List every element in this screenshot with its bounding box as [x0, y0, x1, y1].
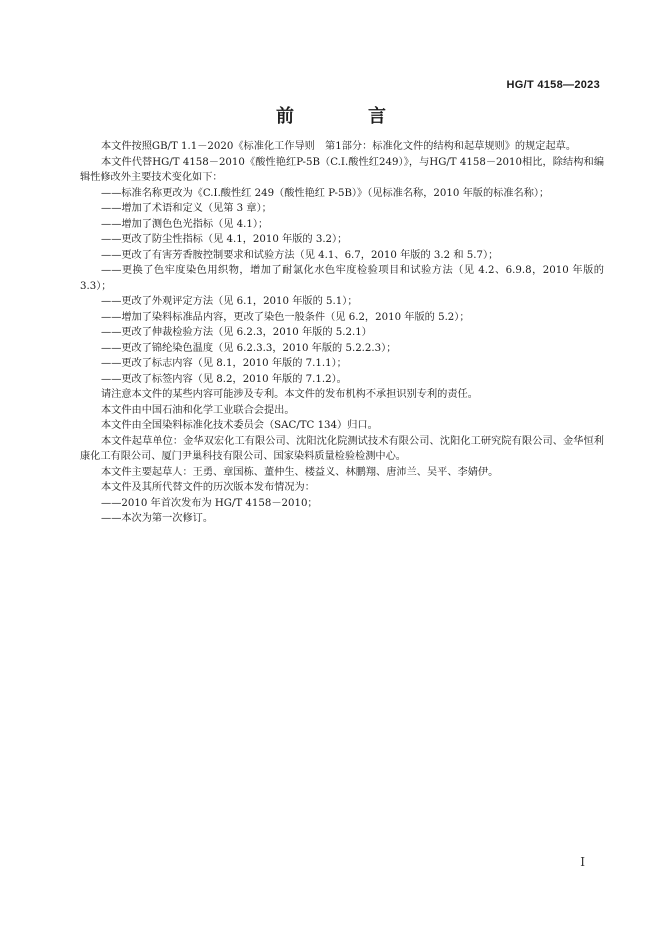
paragraph-version-history: 本文件及其所代替文件的历次版本发布情况为： — [101, 482, 315, 493]
paragraph-patent-notice: 请注意本文件的某些内容可能涉及专利。本文件的发布机构不承担识别专利的责任。 — [101, 389, 478, 400]
change-item: ——更改了标志内容（见 8.1，2010 年版的 7.1.1）； — [101, 358, 347, 369]
history-item: ——2010 年首次发布为 HG/T 4158－2010； — [101, 497, 318, 509]
paragraph-drafters: 本文件主要起草人：王勇、章国栋、董仲生、楼益义、林鹏翔、唐沛兰、吴平、李婧伊。 — [101, 466, 499, 478]
change-item: ——增加了术语和定义（见第 3 章）； — [101, 203, 272, 214]
foreword-body — [80, 139, 604, 527]
change-item: ——更改了标签内容（见 8.2，2010 年版的 7.1.2）。 — [101, 373, 347, 385]
change-item: ——更改了外观评定方法（见 6.1，2010 年版的 5.1）； — [101, 296, 358, 307]
paragraph-committee: 本文件由全国染料标准化技术委员会（SAC/TC 134）归口。 — [101, 420, 378, 431]
paragraph-drafting-basis: 本文件按照GB/T 1.1－2020《标准化工作导则 第1部分：标准化文件的结构和起草规则》的规定起草。 — [101, 141, 577, 152]
change-item: ——更换了色牢度染色用织物，增加了耐氯化水色牢度检验项目和试验方法（见 4.2、6.9.8，2010 年版的 3.3）； — [80, 265, 604, 292]
history-item: ——本次为第一次修订。 — [101, 513, 214, 524]
document-code: HG/T 4158—2023 — [506, 79, 600, 91]
change-item: ——更改了防尘性指标（见 4.1，2010 年版的 3.2）； — [101, 234, 348, 245]
paragraph-drafting-units: 本文件起草单位：金华双宏化工有限公司、沈阳沈化院测试技术有限公司、沈阳化工研究院有限公司、金华恒利康化工有限公司、厦门尹巢科技有限公司、国家染料质量检验检测中心。 — [80, 435, 604, 462]
change-item: ——增加了染料标准品内容，更改了染色一般条件（见 6.2，2010 年版的 5.2）； — [101, 311, 470, 323]
page-title: 前 言 — [276, 106, 414, 127]
change-item: ——更改了有害芳香胺控制要求和试验方法（见 4.1、6.7，2010 年版的 3.2 和 5.7）； — [101, 249, 499, 261]
change-item: ——增加了测色色光指标（见 4.1）； — [101, 218, 269, 230]
change-item: ——更改了锦纶染色温度（见 6.2.3.3，2010 年版的 5.2.2.3）； — [101, 342, 397, 354]
paragraph-replacement: 本文件代替HG/T 4158－2010《酸性艳红P-5B（C.I.酸性红249）》，与HG/T 4158－2010相比，除结构和编辑性修改外主要技术变化如下： — [80, 156, 604, 183]
paragraph-proposer: 本文件由中国石油和化学工业联合会提出。 — [101, 404, 295, 416]
change-item: ——更改了伸裁检验方法（见 6.2.3，2010 年版的 5.2.1） — [101, 327, 372, 338]
change-item: ——标准名称更改为《C.I.酸性红 249（酸性艳红 P-5B）》（见标准名称，2010 年版的标准名称）； — [101, 187, 550, 199]
page-number: I — [580, 855, 585, 869]
